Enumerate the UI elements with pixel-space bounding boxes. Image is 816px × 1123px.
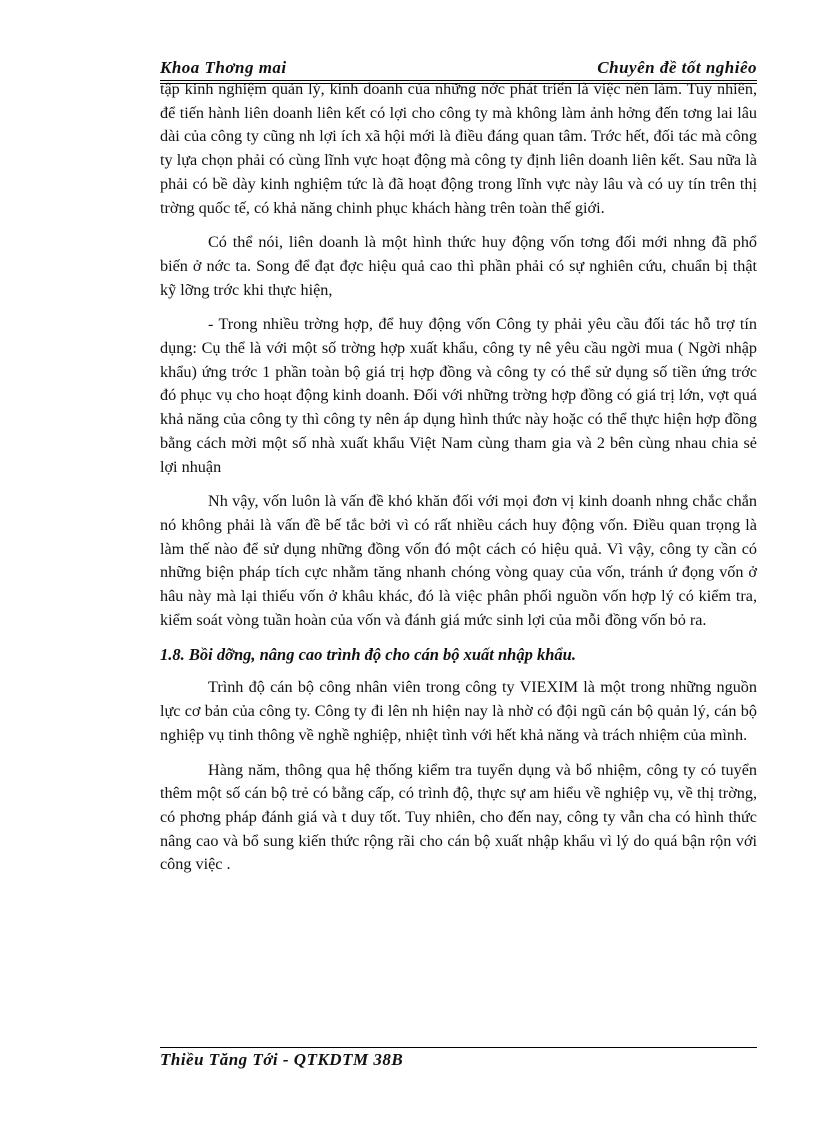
header-faculty: Khoa Thơng mai <box>160 58 287 77</box>
paragraph: tập kinh nghiệm quản lý, kinh doanh của những nớc phát triển là việc nên làm. Tuy nhiên, để tiến hành liên doanh liên kết có lợi cho công ty mà không làm ảnh hởng đến tơng lai lâu dài của công ty cũng nh lợi ích xã hội mới là điều đáng quan tâm. Trớc hết, đối tác mà công ty lựa chọn phải có cùng lĩnh vực hoạt động mà công ty định liên doanh liên kết. Sau nữa là phải có bề dày kinh nghiệm tức là đã hoạt động trong lĩnh vực này lâu và có uy tín trên thị trờng quốc tế, có khả năng chinh phục khách hàng trên toàn thế giới. <box>160 80 757 217</box>
paragraph: Nh vậy, vốn luôn là vấn đề khó khăn đối với mọi đơn vị kinh doanh nhng chắc chắn nó không phải là vấn đề bế tắc bởi vì có rất nhiều cách huy động vốn. Điều quan trọng là làm thế nào để sử dụng những đồng vốn đó một cách có hiệu quả. Vì vậy, công ty cần có những biện pháp tích cực nhằm tăng nhanh chóng vòng quay của vốn, tránh ứ đọng vốn ở hâu này mà lại thiếu vốn ở khâu khác, đó là việc phân phối nguồn vốn hợp lý có kiểm tra, kiểm soát vòng tuần hoàn của vốn và đánh giá mức sinh lợi của mỗi đồng vốn bỏ ra. <box>160 492 757 629</box>
paragraph: Hàng năm, thông qua hệ thống kiểm tra tuyển dụng và bổ nhiệm, công ty có tuyển thêm một số cán bộ trẻ có bằng cấp, có trình độ, thực sự am hiểu về nghiệp vụ, về thị trờng, có phơng pháp đánh giá và t duy tốt. Tuy nhiên, cho đến nay, công ty vẫn cha có hình thức nâng cao và bổ sung kiến thức rộng rãi cho cán bộ xuất nhập khẩu vì lý do quá bận rộn với công việc . <box>160 760 757 874</box>
section-heading: 1.8. Bồi dỡng, nâng cao trình độ cho cán bộ xuất nhập khẩu. <box>160 645 576 665</box>
paragraph: - Trong nhiều trờng hợp, để huy động vốn Công ty phải yêu cầu đối tác hỗ trợ tín dụng: Cụ thể là với một số trờng hợp xuất khẩu, công ty nê yêu cầu ngời mua ( Ngời nhập khẩu) ứng trớc 1 phần toàn bộ giá trị hợp đồng và công ty có thể sử dụng số tiền ứng trớc đó phục vụ cho hoạt động kinh doanh. Đối với những trờng hợp đồng có giá trị lớn, vợt quá khả năng của công ty thì công ty nên áp dụng hình thức này hoặc có thể thực hiện hợp đồng bằng cách mời một số nhà xuất khẩu Việt Nam cùng tham gia và 2 bên cùng nhau chia sẻ lợi nhuận <box>160 315 757 476</box>
document-body <box>160 78 757 888</box>
paragraph: Trình độ cán bộ công nhân viên trong công ty VIEXIM là một trong những nguồn lực cơ bản của công ty. Công ty đi lên nh hiện nay là nhờ có đội ngũ cán bộ quản lý, cán bộ nghiệp vụ tinh thông về nghề nghiệp, nhiệt tình với hết khả năng và trách nhiệm của mình. <box>160 678 757 744</box>
footer-rule <box>160 1047 757 1048</box>
header-title: Chuyên đề tốt nghiêo <box>597 58 757 77</box>
page-footer: Thiều Tăng Tới - QTKDTM 38B <box>160 1050 404 1069</box>
paragraph: Có thể nói, liên doanh là một hình thức huy động vốn tơng đối mới nhng đã phổ biến ở nớc ta. Song để đạt đợc hiệu quả cao thì phần phải có sự nghiên cứu, chuẩn bị thật kỹ lỡng trớc khi thực hiện, <box>160 233 757 299</box>
